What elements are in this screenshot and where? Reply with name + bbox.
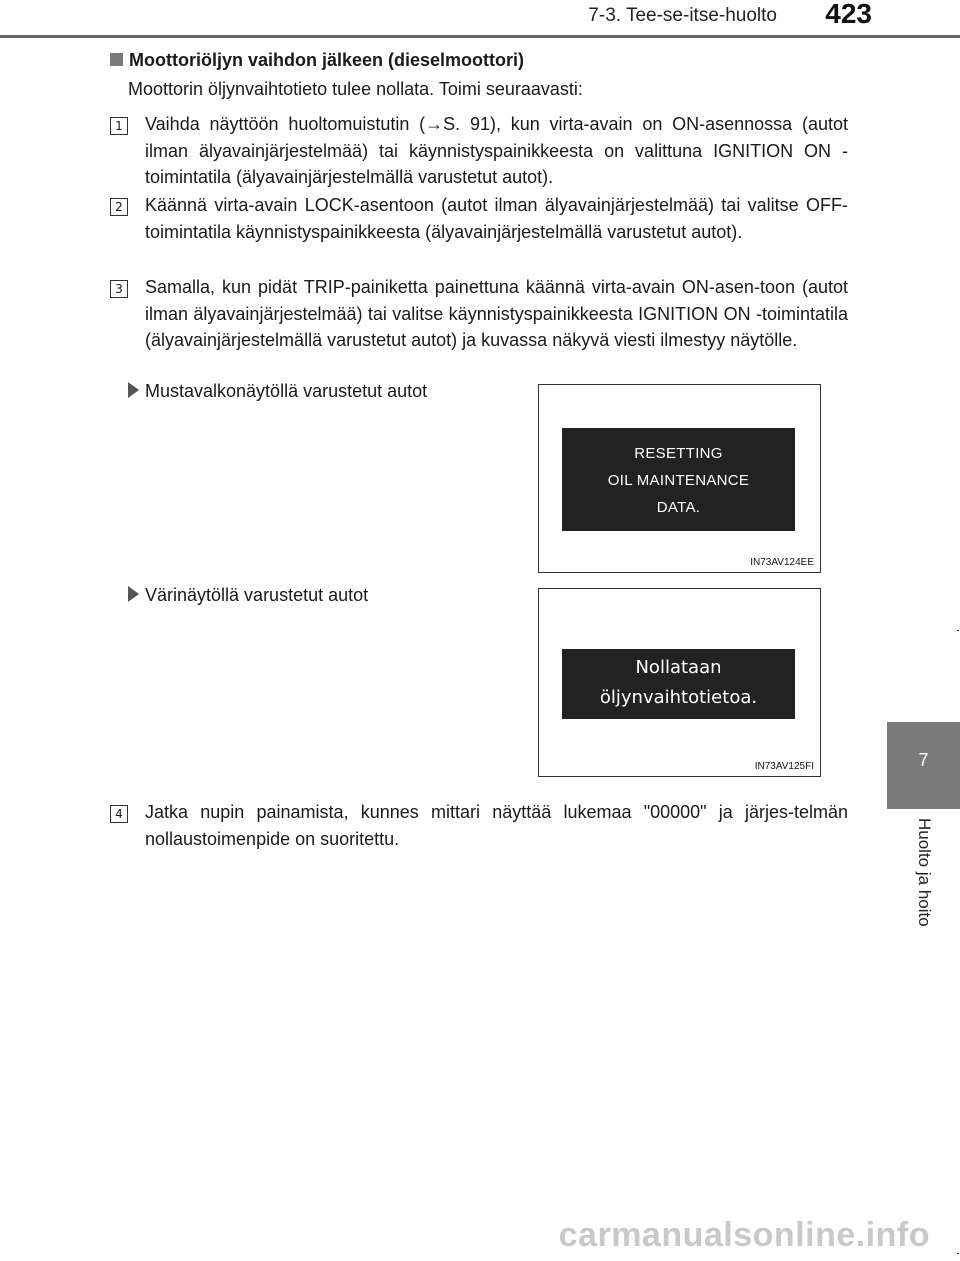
intro-text: Moottorin öljynvaihtotieto tulee nollata. Toimi seuraavasti:	[128, 79, 583, 99]
step-text: Jatka nupin painamista, kunnes mittari näyttää lukemaa "00000" ja järjes-telmän nollaustoimenpide on suoritettu.	[145, 802, 848, 849]
display-screen	[562, 649, 795, 719]
chapter-tab	[887, 722, 960, 809]
triangle-bullet-icon	[128, 382, 139, 398]
watermark: carmanualsonline.info	[558, 1216, 930, 1254]
step-text: Käännä virta-avain LOCK-asentoon (autot ilman älyavainjärjestelmää) tai valitse OFF-toimintatila käynnistyspainikkeesta (älyavainjärjestelmällä varustetut autot).	[145, 195, 848, 242]
step-number: 2	[110, 198, 128, 216]
page-header	[0, 0, 960, 40]
figure-code: IN73AV125FI	[754, 761, 814, 772]
sub-item-monochrome	[128, 381, 427, 402]
heading-text: Moottoriöljyn vaihdon jälkeen (dieselmoottori)	[129, 50, 525, 70]
figure-monochrome-display	[538, 384, 821, 573]
step-number: 4	[110, 805, 128, 823]
display-line: RESETTING	[634, 445, 723, 462]
display-line: öljynvaihtotietoa.	[599, 687, 758, 708]
triangle-bullet-icon	[128, 586, 139, 602]
chapter-side-label	[887, 810, 960, 950]
display-line: Nollataan	[635, 657, 722, 678]
step-text: Vaihda näyttöön huoltomuistutin (→S. 91), kun virta-avain on ON-asennossa (autot ilman älyavainjärjestelmää) tai käynnistyspainikkeesta on valittuna IGNITION ON -toimintatila (älyavainjärjestelmällä varustetut autot).	[145, 114, 848, 187]
display-line: OIL MAINTENANCE	[607, 472, 750, 489]
display-screen	[562, 428, 795, 531]
section-heading	[110, 50, 524, 71]
display-line: DATA.	[656, 499, 701, 516]
page-number: 423	[825, 0, 872, 29]
edge-mark	[957, 630, 959, 631]
figure-color-display	[538, 588, 821, 777]
chapter-label: Huolto ja hoito	[914, 818, 934, 927]
step-number: 3	[110, 280, 128, 298]
section-title: 7-3. Tee-se-itse-huolto	[588, 5, 777, 26]
step-text: Samalla, kun pidät TRIP-painiketta painettuna käännä virta-avain ON-asen-toon (autot ilman älyavainjärjestelmää) tai valitse käynnistyspainikkeesta IGNITION ON -toimintatila (älyavainjärjestelmällä varustetut autot) ja kuvassa näkyvä viesti ilmestyy näytölle.	[145, 277, 848, 350]
header-rule	[0, 35, 960, 38]
heading-square-icon	[110, 53, 123, 66]
sub-item-label: Mustavalkonäytöllä varustetut autot	[145, 381, 428, 401]
figure-code: IN73AV124EE	[750, 557, 814, 568]
chapter-number: 7	[918, 750, 929, 770]
sub-item-label: Värinäytöllä varustetut autot	[145, 585, 369, 605]
step-number: 1	[110, 117, 128, 135]
sub-item-color	[128, 585, 368, 606]
